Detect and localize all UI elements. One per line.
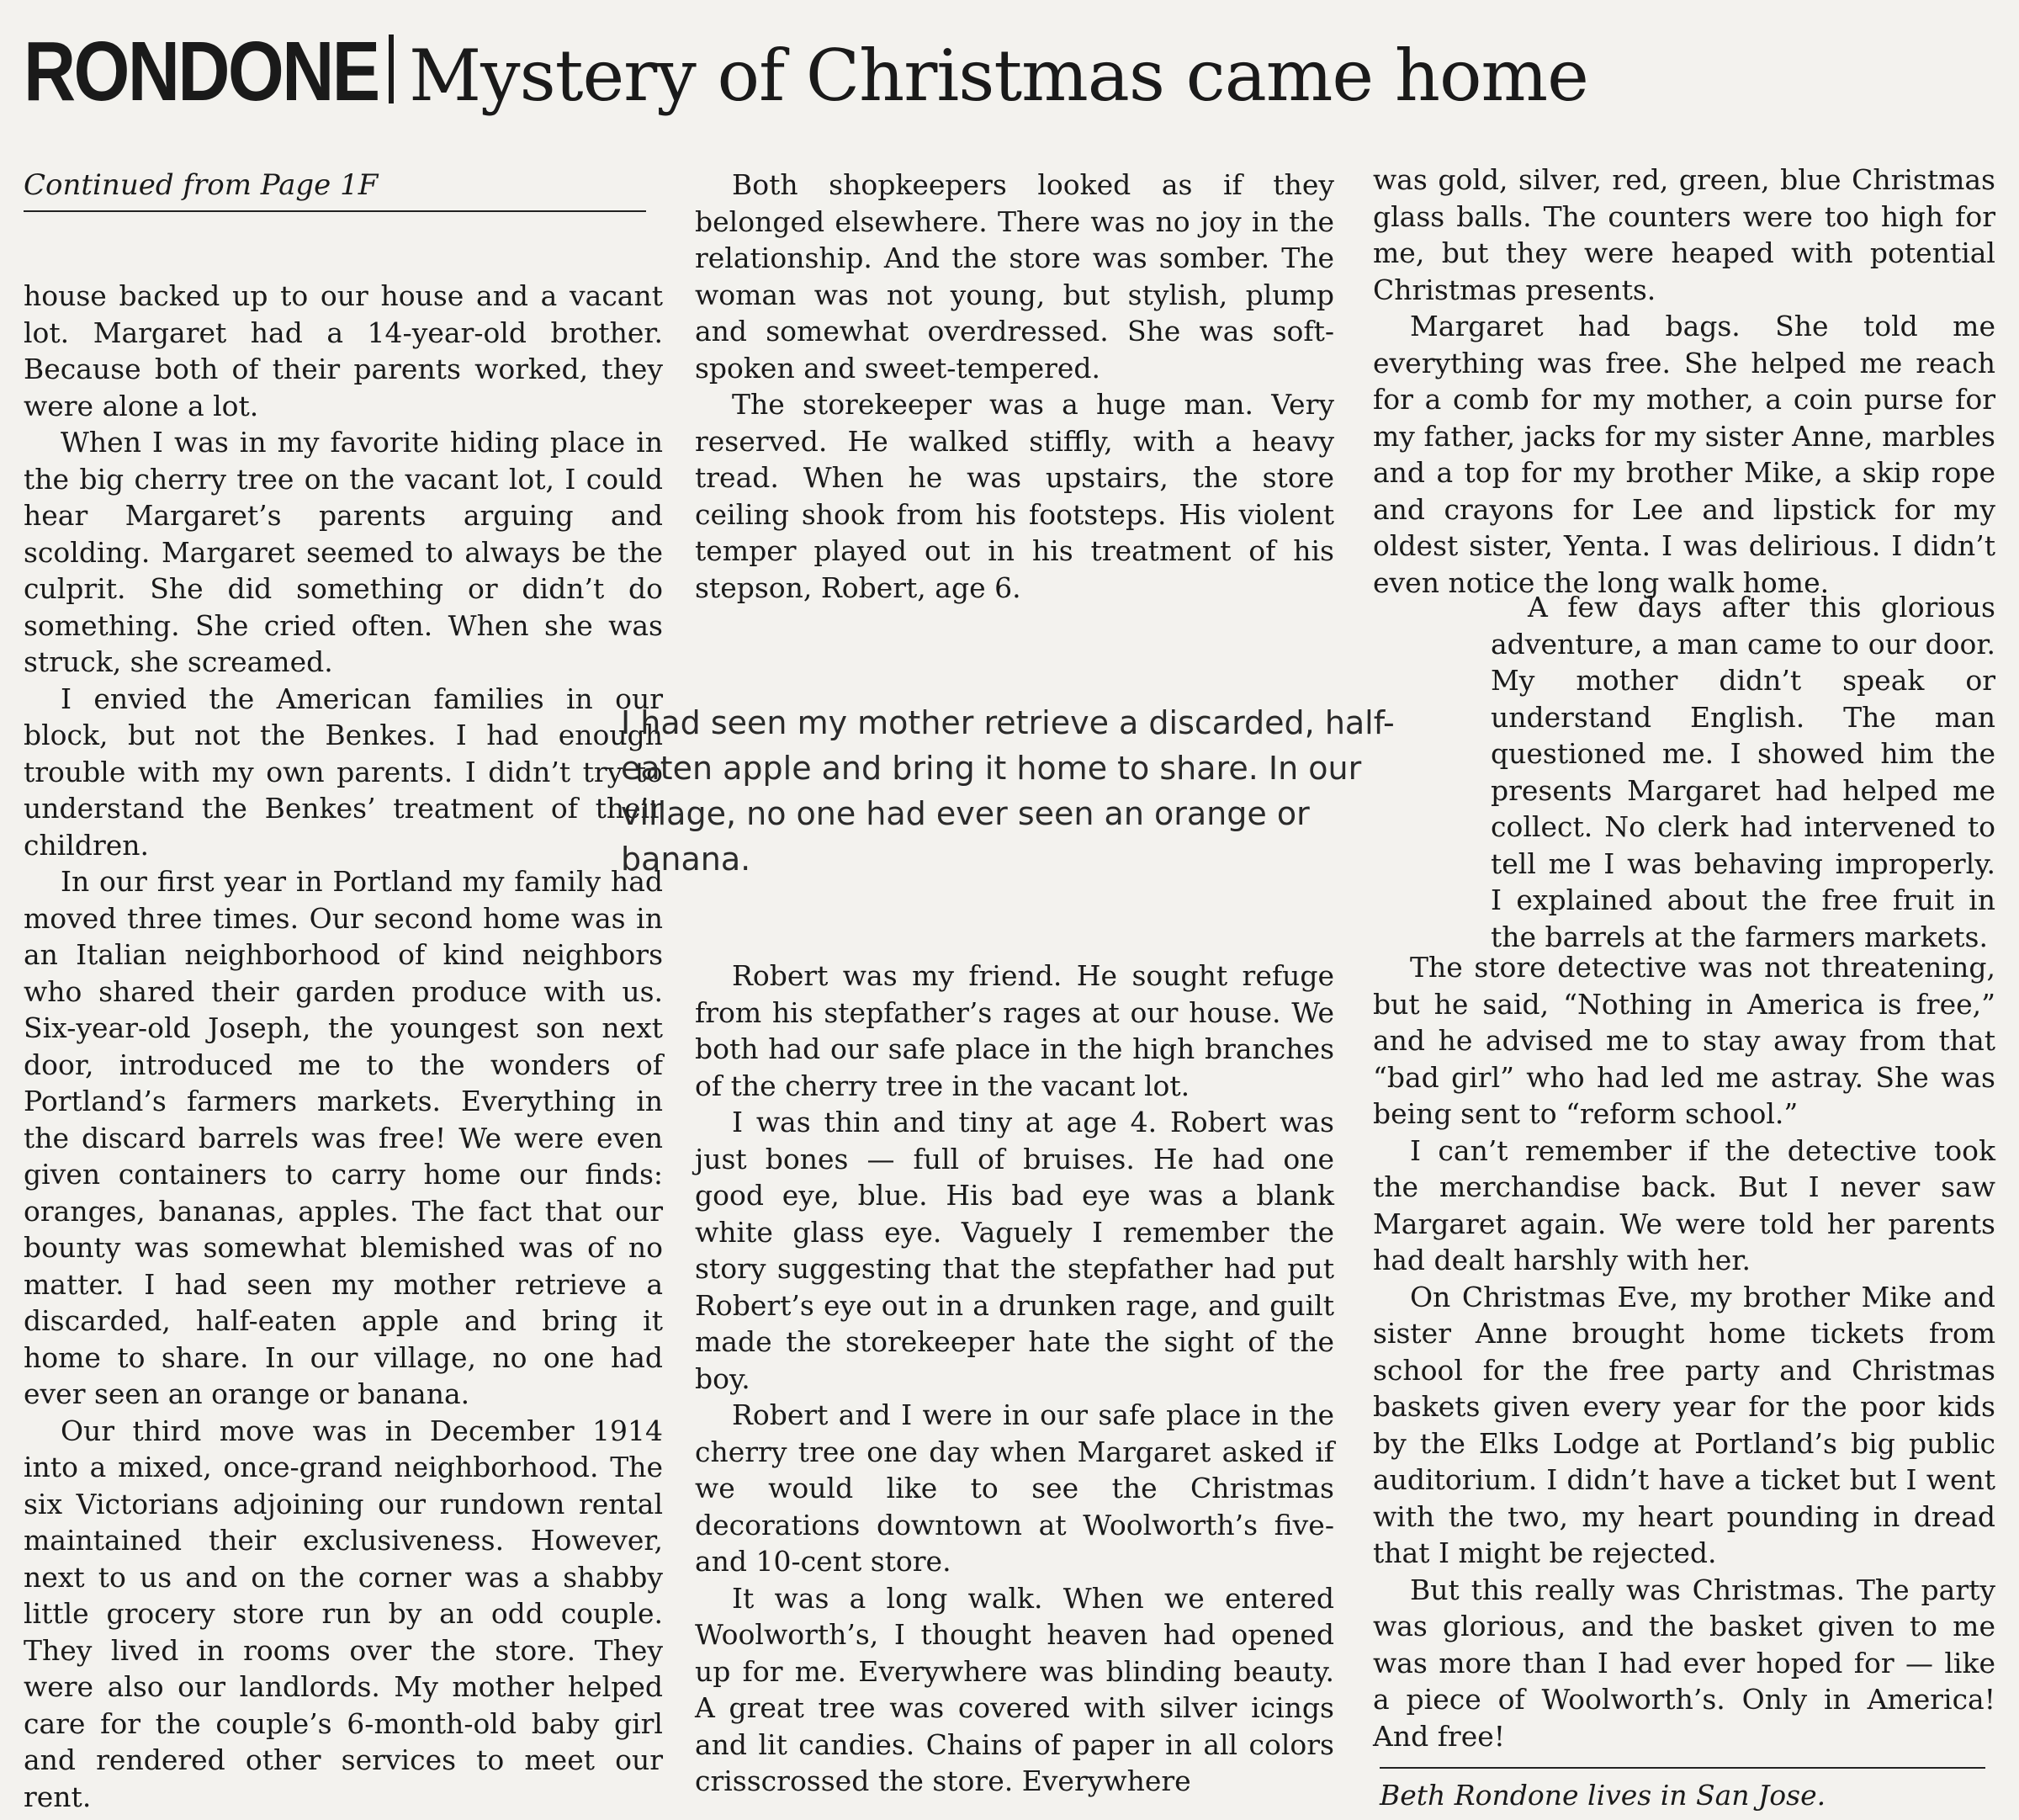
column-1 <box>24 278 663 1815</box>
paragraph: Both shopkeepers looked as if they belonged elsewhere. There was no joy in the relationship. And the store was somber. The woman was not young, but stylish, plump and somewhat overdressed. She was soft-spoken and sweet-tempered. <box>695 168 1334 385</box>
pull-quote: I had seen my mother retrieve a discarded, half-eaten apple and bring it home to share. In our village, no one had ever seen an orange or banana. <box>621 704 1395 878</box>
paragraph: I can’t remember if the detective took the merchandise back. But I never saw Margaret again. We were told her parents had dealt harshly with her. <box>1373 1133 1995 1276</box>
paragraph: I envied the American families in our block, but not the Benkes. I had enough trouble with my own parents. I didn’t try to understand the Benkes’ treatment of their children. <box>24 682 663 862</box>
headline-title: Mystery of Christmas came home <box>409 34 1588 117</box>
column-2-bottom <box>695 958 1334 1800</box>
paragraph: was gold, silver, red, green, blue Christmas glass balls. The counters were too high for me, but they were heaped with potential Christmas presents. <box>1373 163 1995 306</box>
paragraph: It was a long walk. When we entered Woolworth’s, I thought heaven had opened up for me. Everywhere was blinding beauty. A great tree was covered with silver icings and lit candies. Chains of paper in all colors crisscrossed the store. Everywhere <box>695 1581 1334 1797</box>
byline: Beth Rondone lives in San Jose. <box>1380 1767 1985 1812</box>
paragraph: But this really was Christmas. The party was glorious, and the basket given to me was more than I had ever hoped for — like a piece of Woolworth’s. Only in America! And free! <box>1373 1573 1995 1753</box>
column-3-bottom <box>1373 949 1995 1754</box>
paragraph: In our first year in Portland my family had moved three times. Our second home was in an Italian neighborhood of kind neighbors who shared their garden produce with us. Six-year-old Joseph, the youngest son next door, introduced me to the wonders of Portland’s farmers markets. Everything in the discard barrels was free! We were even given containers to carry home our finds: oranges, bananas, apples. The fact that our bounty was somewhat blemished was of no matter. I had seen my mother retrieve a discarded, half-eaten apple and bring it home to share. In our village, no one had ever seen an orange or banana. <box>24 865 663 1410</box>
paragraph: Margaret had bags. She told me everything was free. She helped me reach for a comb for my mother, a coin purse for my father, jacks for my sister Anne, marbles and a top for my brother Mike, a skip rope and crayons for Lee and lipstick for my oldest sister, Yenta. I was delirious. I didn’t even notice the long walk home. <box>1373 310 1995 599</box>
paragraph: When I was in my favorite hiding place in the big cherry tree on the vacant lot, I could hear Margaret’s parents arguing and scolding. Margaret seemed to always be the culprit. She did something or didn’t do something. She cried often. When she was struck, she screamed. <box>24 426 663 678</box>
paragraph: A few days after this glorious adventure, a man came to our door. My mother didn’t speak or understand English. The man questioned me. I showed him the presents Margaret had helped me collect. No clerk had intervened to tell me I was behaving improperly. I explained about the free fruit in the barrels at the farmers markets. <box>1491 591 1995 953</box>
paragraph: On Christmas Eve, my brother Mike and sister Anne brought home tickets from school for the free party and Christmas baskets given every year for the poor kids by the Elks Lodge at Portland’s big public auditorium. I didn’t have a ticket but I went with the two, my heart pounding in dread that I might be rejected. <box>1373 1280 1995 1569</box>
paragraph: I was thin and tiny at age 4. Robert was just bones — full of bruises. He had one good eye, blue. His bad eye was a blank white glass eye. Vaguely I remember the story suggesting that the stepfather had put Robert’s eye out in a drunken rage, and guilt made the storekeeper hate the sight of the boy. <box>695 1106 1334 1395</box>
paragraph: Robert and I were in our safe place in the cherry tree one day when Margaret asked if we would like to see the Christmas decorations downtown at Woolworth’s five- and 10-cent store. <box>695 1398 1334 1578</box>
paragraph: The store detective was not threatening, but he said, “Nothing in America is free,” and he advised me to stay away from that “bad girl” who had led me astray. She was being sent to “reform school.” <box>1373 951 1995 1130</box>
column-3-top <box>1373 162 1995 601</box>
continued-line: Continued from Page 1F <box>24 168 646 212</box>
paragraph: Our third move was in December 1914 into a mixed, once-grand neighborhood. The six Victorians adjoining our rundown rental maintained their exclusiveness. However, next to us and on the corner was a shabby little grocery store run by an odd couple. They lived in rooms over the store. They were also our landlords. My mother helped care for the couple’s 6-month-old baby girl and rendered other services to meet our rent. <box>24 1414 663 1813</box>
headline <box>24 17 1992 151</box>
column-3-middle <box>1491 589 1995 955</box>
paragraph: house backed up to our house and a vacant lot. Margaret had a 14-year-old brother. Because both of their parents worked, they were alone a lot. <box>24 279 663 422</box>
paragraph: Robert was my friend. He sought refuge from his stepfather’s rages at our house. We both had our safe place in the high branches of the cherry tree in the vacant lot. <box>695 959 1334 1102</box>
headline-kicker: RONDONE <box>24 24 379 119</box>
column-2-top <box>695 167 1334 606</box>
paragraph: The storekeeper was a huge man. Very reserved. He walked stiffly, with a heavy tread. When he was upstairs, the store ceiling shook from his footsteps. His violent temper played out in his treatment of his stepson, Robert, age 6. <box>695 388 1334 604</box>
headline-divider <box>389 34 394 103</box>
